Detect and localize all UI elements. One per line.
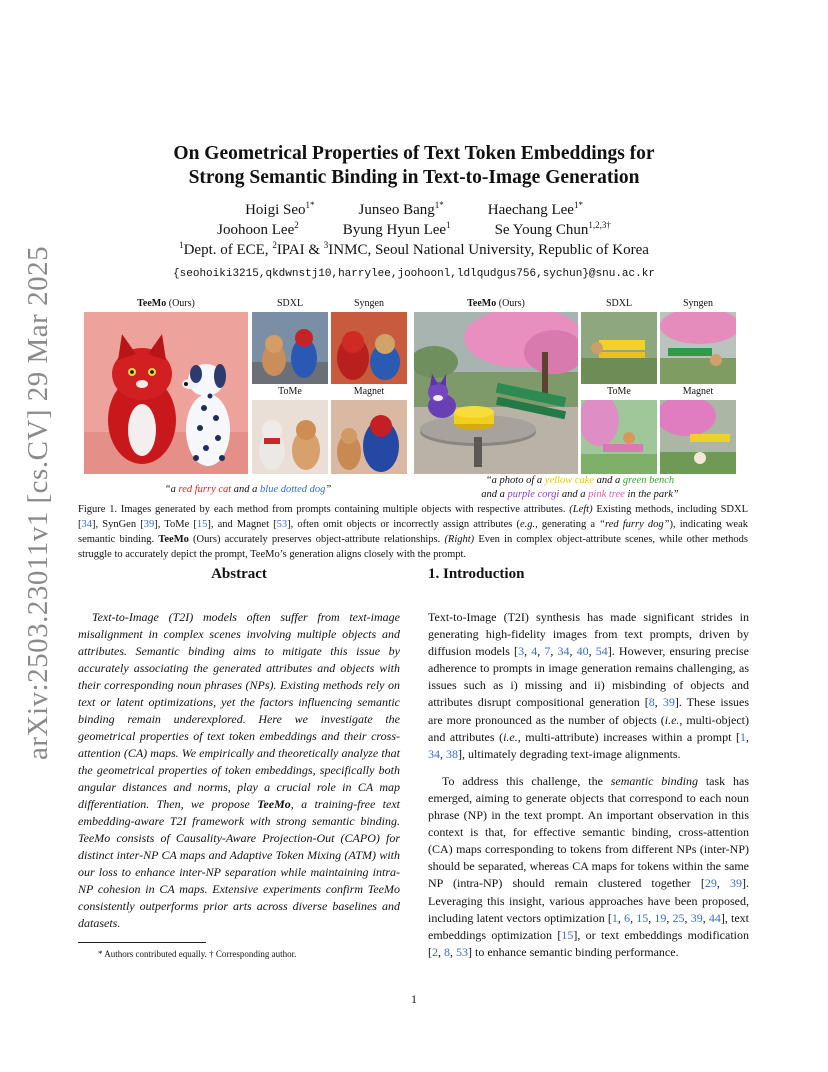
label-tome-right: ToMe xyxy=(607,386,631,397)
author-emails: {seohoiki3215,qkdwnstj10,harrylee,joohoonl,ldlqudgus756,sychun}@snu.ac.kr xyxy=(173,268,655,280)
title-line-2: Strong Semantic Binding in Text-to-Image Generation xyxy=(188,167,640,188)
author-block xyxy=(80,200,748,284)
right-column xyxy=(428,566,749,961)
teemo-park-image xyxy=(414,312,578,474)
label-sdxl-right: SDXL xyxy=(605,298,633,309)
label-magnet-left: Magnet xyxy=(353,386,385,397)
paper-title xyxy=(80,142,748,190)
author: Hoigi Seo$^{1*}$ xyxy=(245,200,315,218)
label-teemo-right: TeeMo (Ours) xyxy=(467,298,525,309)
label-magnet-right: Magnet xyxy=(682,386,714,397)
abstract-heading: Abstract xyxy=(211,566,267,582)
figure-1 xyxy=(82,298,746,498)
author: Haechang Lee$^{1*}$ xyxy=(487,200,583,218)
label-teemo-left: TeeMo (Ours) xyxy=(137,298,195,309)
left-prompt: “a red furry cat and a blue dotted dog” xyxy=(164,484,332,495)
title-line-1: On Geometrical Properties of Text Token Embeddings for xyxy=(173,143,655,164)
intro-paragraph-2: To address this challenge, the semantic binding task has emerged, aiming to generate objects that correspond to each noun phrase (NP) in the text prompt. An important observation in this context is that, for effective semantic binding, cross-attention (CA) maps corresponding to tokens from different NPs (inter-NP) should be separated, whereas CA maps for tokens within the same NP (intra-NP) should remain clustered together [29, 39]. Leveraging this insight, various approaches have been proposed, including latent vectors optimization [1, 6, 15, 19, 25, 39, 44], text embeddings optimization [15], or text embeddings modification [2, 8, 53] to enhance semantic binding performance. xyxy=(428,773,750,959)
tome-park-image xyxy=(581,400,657,474)
author: Byung Hyun Lee$^1$ xyxy=(342,220,451,238)
magnet-park-image xyxy=(660,400,736,474)
tome-cat-dog-image xyxy=(252,400,328,474)
syngen-cat-dog-image xyxy=(331,312,407,384)
abstract-text: Text-to-Image (T2I) models often suffer from text-image misalignment in complex scenes involving multiple objects and attributes. Semantic binding aims to mitigate this issue by accurately associating the generated attributes and objects with their corresponding noun phrases (NPs). Existing methods rely on text or latent optimizations, yet the factors influencing semantic binding remain underexplored. Here we investigate the geometrical properties of text token embeddings and their cross-attention (CA) maps. We empirically and theoretically analyze that the geometrical properties of token embeddings, specifically both angular distances and norms, play a crucial role in CA map differentiation. Then, we propose TeeMo, a training-free text embedding-aware T2I framework with strong semantic binding. TeeMo consists of Causality-Aware Projection-Out (CAPO) for distinct inter-NP CA maps and Adaptive Token Mixing (ATM) with our loss to enhance inter-NP separation while maintaining intra-NP cohesion in CA maps. Extensive experiments confirm TeeMo consistently outperforms prior arts across diverse baselines and datasets. xyxy=(78,610,401,930)
author: Joohoon Lee$^2$ xyxy=(217,220,299,238)
label-tome-left: ToMe xyxy=(278,386,302,397)
footnote: * Authors contributed equally. † Corresponding author. xyxy=(98,949,297,959)
syngen-park-image xyxy=(660,312,736,384)
page-number: 1 xyxy=(411,992,417,1006)
magnet-cat-dog-image xyxy=(331,400,407,474)
author-row-1 xyxy=(80,200,748,220)
sdxl-cat-dog-image xyxy=(252,312,328,384)
left-column xyxy=(78,566,400,959)
figure-caption: Figure 1. Images generated by each method from prompts containing multiple objects with respective attributes. (Left) Existing methods, including SDXL [34], SynGen [39], ToMe [15], and Magnet [53], often omit objects or incorrectly assign attributes (e.g., generating a “red furry dog”), indicating weak semantic binding. TeeMo (Ours) accurately preserves object-attribute relationships. (Right) Even in complex object-attribute scenes, while other methods struggle to accurately depict the prompt, TeeMo’s generation aligns closely with the prompt. xyxy=(78,504,749,560)
footnote-divider xyxy=(78,942,206,943)
introduction-heading: 1. Introduction xyxy=(428,566,525,582)
sdxl-park-image xyxy=(581,312,657,384)
label-syngen-right: Syngen xyxy=(683,298,713,309)
author: Se Young Chun$^{1,2,3\dagger}$ xyxy=(494,220,611,238)
right-prompt: “a photo of a yellow cake and a green bench and a purple corgi and a pink tree in the park” xyxy=(481,475,679,500)
intro-paragraph-1: Text-to-Image (T2I) synthesis has made significant strides in generating high-fidelity images from text prompts, driven by diffusion models [3, 4, 7, 34, 40, 54]. However, ensuring precise adherence to prompts in image generation remains challenging, as issues such as i) missing and ii) misbinding of objects and attributes disrupt compositional generation [8, 39]. These issues are more pronounced as the number of objects (i.e., multi-object) and attributes (i.e., multi-attribute) increases within a prompt [1, 34, 38], ultimately degrading text-image alignments. xyxy=(428,610,750,761)
label-sdxl-left: SDXL xyxy=(276,298,304,309)
teemo-cat-dog-image xyxy=(84,312,248,474)
label-syngen-left: Syngen xyxy=(354,298,384,309)
arxiv-identifier: arXiv:2503.23011v1 [cs.CV] 29 Mar 2025 xyxy=(22,245,54,760)
author: Junseo Bang$^{1*}$ xyxy=(358,200,444,218)
affiliation: $^1$Dept. of ECE, $^2$IPAI & $^3$INMC, Seoul National University, Republic of Korea xyxy=(179,240,649,258)
author-row-2 xyxy=(80,220,748,240)
